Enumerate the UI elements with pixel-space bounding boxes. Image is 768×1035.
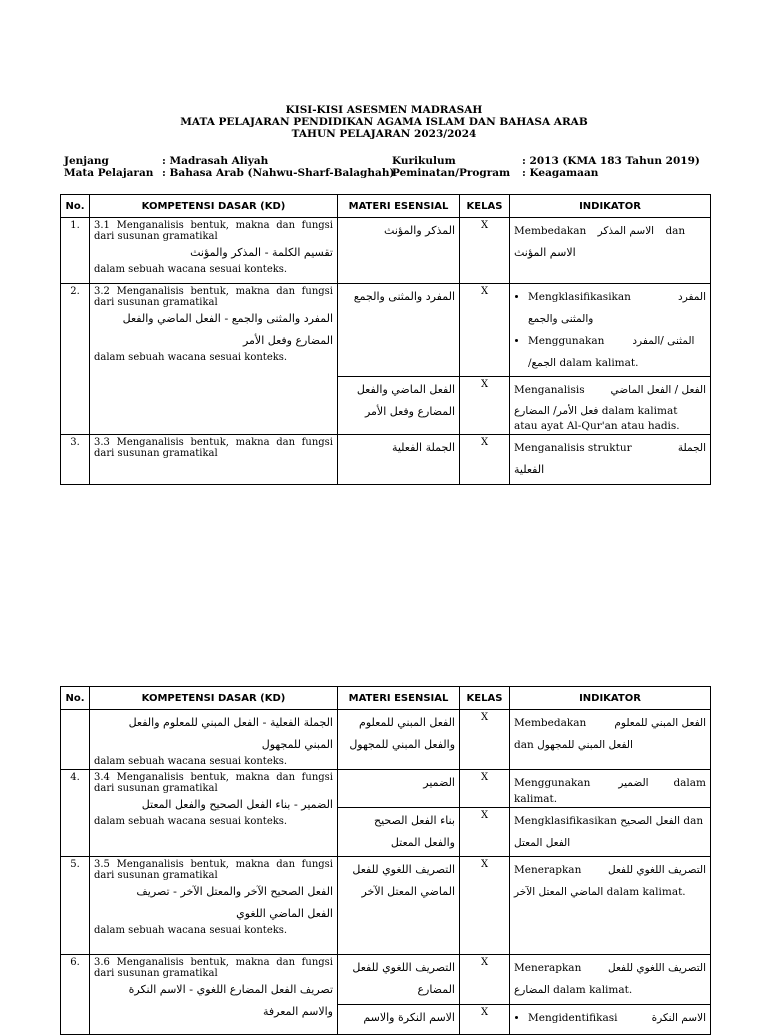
ind-text-2: /الجمع dalam kalimat. [528, 357, 639, 369]
materi-cell: المذكر والمؤنث [338, 218, 460, 284]
ind-arabic: الاسم المذكر [597, 225, 655, 237]
materi-line-2: المضارع وفعل الأمر [364, 405, 455, 418]
ind-arabic: التصريف اللغوي للفعل [608, 962, 706, 974]
materi-line: الفعل الماضي والفعل [356, 383, 455, 396]
ind-text: Mengklasifikasikan [528, 291, 631, 303]
materi-line-2: والفعل المعتل [390, 836, 455, 849]
kd-text: 3.6 Menganalisis bentuk, makna dan fungsi dari susunan gramatikal [94, 957, 333, 979]
ind-text: Mengidentifikasi [528, 1012, 618, 1024]
kelas-cell: X [460, 808, 510, 857]
kd-cell [90, 955, 338, 1035]
ind-arabic-2: الفعل المعتل [514, 837, 571, 849]
kd-arabic: الضمير - بناء الفعل الصحيح والفعل المعتل [141, 798, 333, 811]
doc-title-line-2: MATA PELAJARAN PENDIDIKAN AGAMA ISLAM DAN BAHASA ARAB [180, 116, 588, 128]
materi-cell: الاسم النكرة والاسم [338, 1005, 460, 1035]
kd-text: 3.1 Menganalisis bentuk, makna dan fungsi dari susunan gramatikal [94, 220, 333, 242]
kelas-cell: X [460, 377, 510, 435]
kd-arabic-2: المبني للمجهول [261, 738, 333, 751]
doc-title-line-1: KISI-KISI ASESMEN MADRASAH [285, 104, 483, 116]
ind-arabic-2: الاسم المؤنث [514, 246, 576, 259]
mapel-value: : Bahasa Arab (Nahwu-Sharf-Balaghah) [162, 167, 395, 179]
row-no: 2. [61, 284, 90, 435]
kelas-cell: X [460, 857, 510, 955]
kelas-cell: X [460, 1005, 510, 1035]
indikator-cell [510, 808, 711, 857]
indikator-bullet [528, 1007, 706, 1029]
ind-text-2: dalam [673, 777, 706, 789]
ind-text-2: dalam kalimat [601, 405, 678, 417]
ind-arabic: الفعل المبني للمعلوم [614, 717, 706, 729]
indikator-cell [510, 857, 711, 955]
kd-arabic-2: المضارع وفعل الأمر [242, 334, 333, 347]
table-header-row [61, 195, 711, 218]
row-no [61, 710, 90, 770]
materi-cell [338, 808, 460, 857]
table-row [61, 955, 711, 1005]
ind-text-2: dalam kalimat. [606, 886, 686, 898]
ind-text-2: dan [665, 225, 686, 237]
ind-arabic-2: المضارع [514, 984, 550, 996]
materi-cell [338, 955, 460, 1005]
kd-text-2: dalam sebuah wacana sesuai konteks. [94, 352, 288, 363]
table-row [61, 770, 711, 808]
col-header-indikator: INDIKATOR [510, 195, 711, 218]
peminatan-label: Peminatan/Program [392, 167, 511, 179]
col-header-kelas: KELAS [460, 687, 510, 710]
kd-arabic-2: والاسم المعرفة [263, 1005, 333, 1018]
ind-text: Menerapkan [514, 962, 582, 974]
kelas-cell: X [460, 955, 510, 1005]
kd-arabic: الفعل الصحيح الآخر والمعتل الآخر - تصريف [136, 885, 333, 898]
ind-arabic: الجملة [677, 442, 706, 454]
jenjang-value: : Madrasah Aliyah [162, 155, 269, 167]
kisi-kisi-table-2 [60, 686, 711, 1035]
indikator-bullet [528, 286, 706, 330]
materi-line-2: والفعل المبني للمجهول [349, 738, 455, 751]
materi-cell: المفرد والمثنى والجمع [338, 284, 460, 377]
ind-text-3: atau ayat Al-Qur'an atau hadis. [514, 420, 680, 432]
table-row [61, 857, 711, 955]
ind-text: Membedakan [514, 717, 587, 729]
ind-text-2: dan [683, 815, 704, 827]
col-header-no: No. [61, 687, 90, 710]
ind-text-2: dan [514, 739, 534, 751]
materi-cell [338, 710, 460, 770]
mapel-label: Mata Pelajaran [64, 167, 154, 179]
materi-line-2: المضارع [417, 983, 455, 996]
indikator-cell [510, 377, 711, 435]
ind-text-3: kalimat. [514, 793, 558, 805]
indikator-bullet [528, 330, 706, 374]
ind-text: Menggunakan [514, 777, 591, 789]
kd-cell [90, 218, 338, 284]
kelas-cell: X [460, 218, 510, 284]
indikator-cell [510, 770, 711, 808]
kd-arabic: الجملة الفعلية - الفعل المبني للمعلوم والفعل [128, 716, 333, 729]
kd-cell [90, 284, 338, 435]
kd-text-2: dalam sebuah wacana sesuai konteks. [94, 925, 288, 936]
indikator-cell [510, 218, 711, 284]
ind-text: Menganalisis [514, 384, 585, 396]
kd-arabic: المفرد والمثنى والجمع - الفعل الماضي والفعل [122, 312, 333, 325]
col-header-materi: MATERI ESENSIAL [338, 687, 460, 710]
table-row [61, 284, 711, 377]
ind-arabic-2: فعل الأمر/ المضارع [514, 405, 599, 417]
table-header-row [61, 687, 711, 710]
materi-line: بناء الفعل الصحيح [374, 814, 455, 827]
materi-line: التصريف اللغوي للفعل [352, 863, 455, 876]
kd-text-2: dalam sebuah wacana sesuai konteks. [94, 756, 288, 767]
ind-arabic: المفرد [678, 291, 706, 303]
row-no: 1. [61, 218, 90, 284]
col-header-no: No. [61, 195, 90, 218]
kd-cell [90, 857, 338, 955]
table-row [61, 218, 711, 284]
kd-arabic: تقسيم الكلمة - المذكر والمؤنث [190, 246, 333, 259]
kurikulum-value: : 2013 (KMA 183 Tahun 2019) [522, 155, 700, 167]
indikator-cell [510, 1005, 711, 1035]
col-header-materi: MATERI ESENSIAL [338, 195, 460, 218]
kd-text-2: dalam sebuah wacana sesuai konteks. [94, 264, 288, 275]
ind-text: Menerapkan [514, 864, 582, 876]
ind-arabic: المثنى /المفرد [632, 335, 695, 347]
table-row [61, 710, 711, 770]
kd-text: 3.5 Menganalisis bentuk, makna dan fungsi dari susunan gramatikal [94, 859, 333, 881]
doc-title-line-3: TAHUN PELAJARAN 2023/2024 [291, 128, 477, 140]
kelas-cell: X [460, 284, 510, 377]
kd-cell [90, 435, 338, 485]
kelas-cell: X [460, 710, 510, 770]
ind-text: Menganalisis struktur [514, 442, 632, 454]
ind-arabic: الاسم النكرة [651, 1012, 706, 1024]
row-no: 3. [61, 435, 90, 485]
ind-arabic: الضمير [618, 777, 649, 789]
kd-arabic: تصريف الفعل المضارع اللغوي - الاسم النكرة [128, 983, 333, 996]
ind-arabic-2: الفعلية [514, 463, 545, 476]
jenjang-label: Jenjang [64, 155, 109, 167]
kd-text: 3.2 Menganalisis bentuk, makna dan fungsi dari susunan gramatikal [94, 286, 333, 308]
kd-text: 3.3 Menganalisis bentuk, makna dan fungsi dari susunan gramatikal [94, 437, 333, 459]
kelas-cell: X [460, 435, 510, 485]
materi-line: التصريف اللغوي للفعل [352, 961, 455, 974]
kelas-cell: X [460, 770, 510, 808]
row-no: 5. [61, 857, 90, 955]
indikator-cell [510, 710, 711, 770]
ind-text: Menggunakan [528, 335, 605, 347]
indikator-cell [510, 435, 711, 485]
materi-cell: الضمير [338, 770, 460, 808]
kd-cell [90, 770, 338, 857]
ind-arabic-2: الماضي المعتل الآخر [514, 886, 604, 898]
table-row [61, 435, 711, 485]
materi-line-2: الماضي المعتل الآخر [361, 885, 455, 898]
col-header-kelas: KELAS [460, 195, 510, 218]
kd-text-2: dalam sebuah wacana sesuai konteks. [94, 816, 288, 827]
ind-arabic-2: الفعل المبني للمجهول [537, 739, 633, 751]
ind-text: Mengklasifikasikan [514, 815, 617, 827]
peminatan-value: : Keagamaan [522, 167, 599, 179]
materi-cell: الجملة الفعلية [338, 435, 460, 485]
materi-cell [338, 377, 460, 435]
ind-arabic: التصريف اللغوي للفعل [608, 864, 706, 876]
ind-arabic: الفعل / الفعل الماضي [610, 384, 706, 396]
indikator-cell [510, 284, 711, 377]
row-no: 6. [61, 955, 90, 1035]
materi-line: الفعل المبني للمعلوم [359, 716, 455, 729]
ind-arabic: الفعل الصحيح [620, 815, 681, 827]
ind-arabic-2: والمثنى والجمع [528, 313, 594, 325]
col-header-kd: KOMPETENSI DASAR (KD) [90, 195, 338, 218]
col-header-kd: KOMPETENSI DASAR (KD) [90, 687, 338, 710]
ind-text: Membedakan [514, 225, 587, 237]
kd-cell [90, 710, 338, 770]
ind-text-2: dalam kalimat. [553, 984, 633, 996]
kisi-kisi-table-1 [60, 194, 711, 485]
kd-text: 3.4 Menganalisis bentuk, makna dan fungsi dari susunan gramatikal [94, 772, 333, 794]
materi-cell [338, 857, 460, 955]
indikator-cell [510, 955, 711, 1005]
kd-arabic-2: الفعل الماضي اللغوي [236, 907, 333, 920]
col-header-indikator: INDIKATOR [510, 687, 711, 710]
row-no: 4. [61, 770, 90, 857]
kurikulum-label: Kurikulum [392, 155, 456, 167]
